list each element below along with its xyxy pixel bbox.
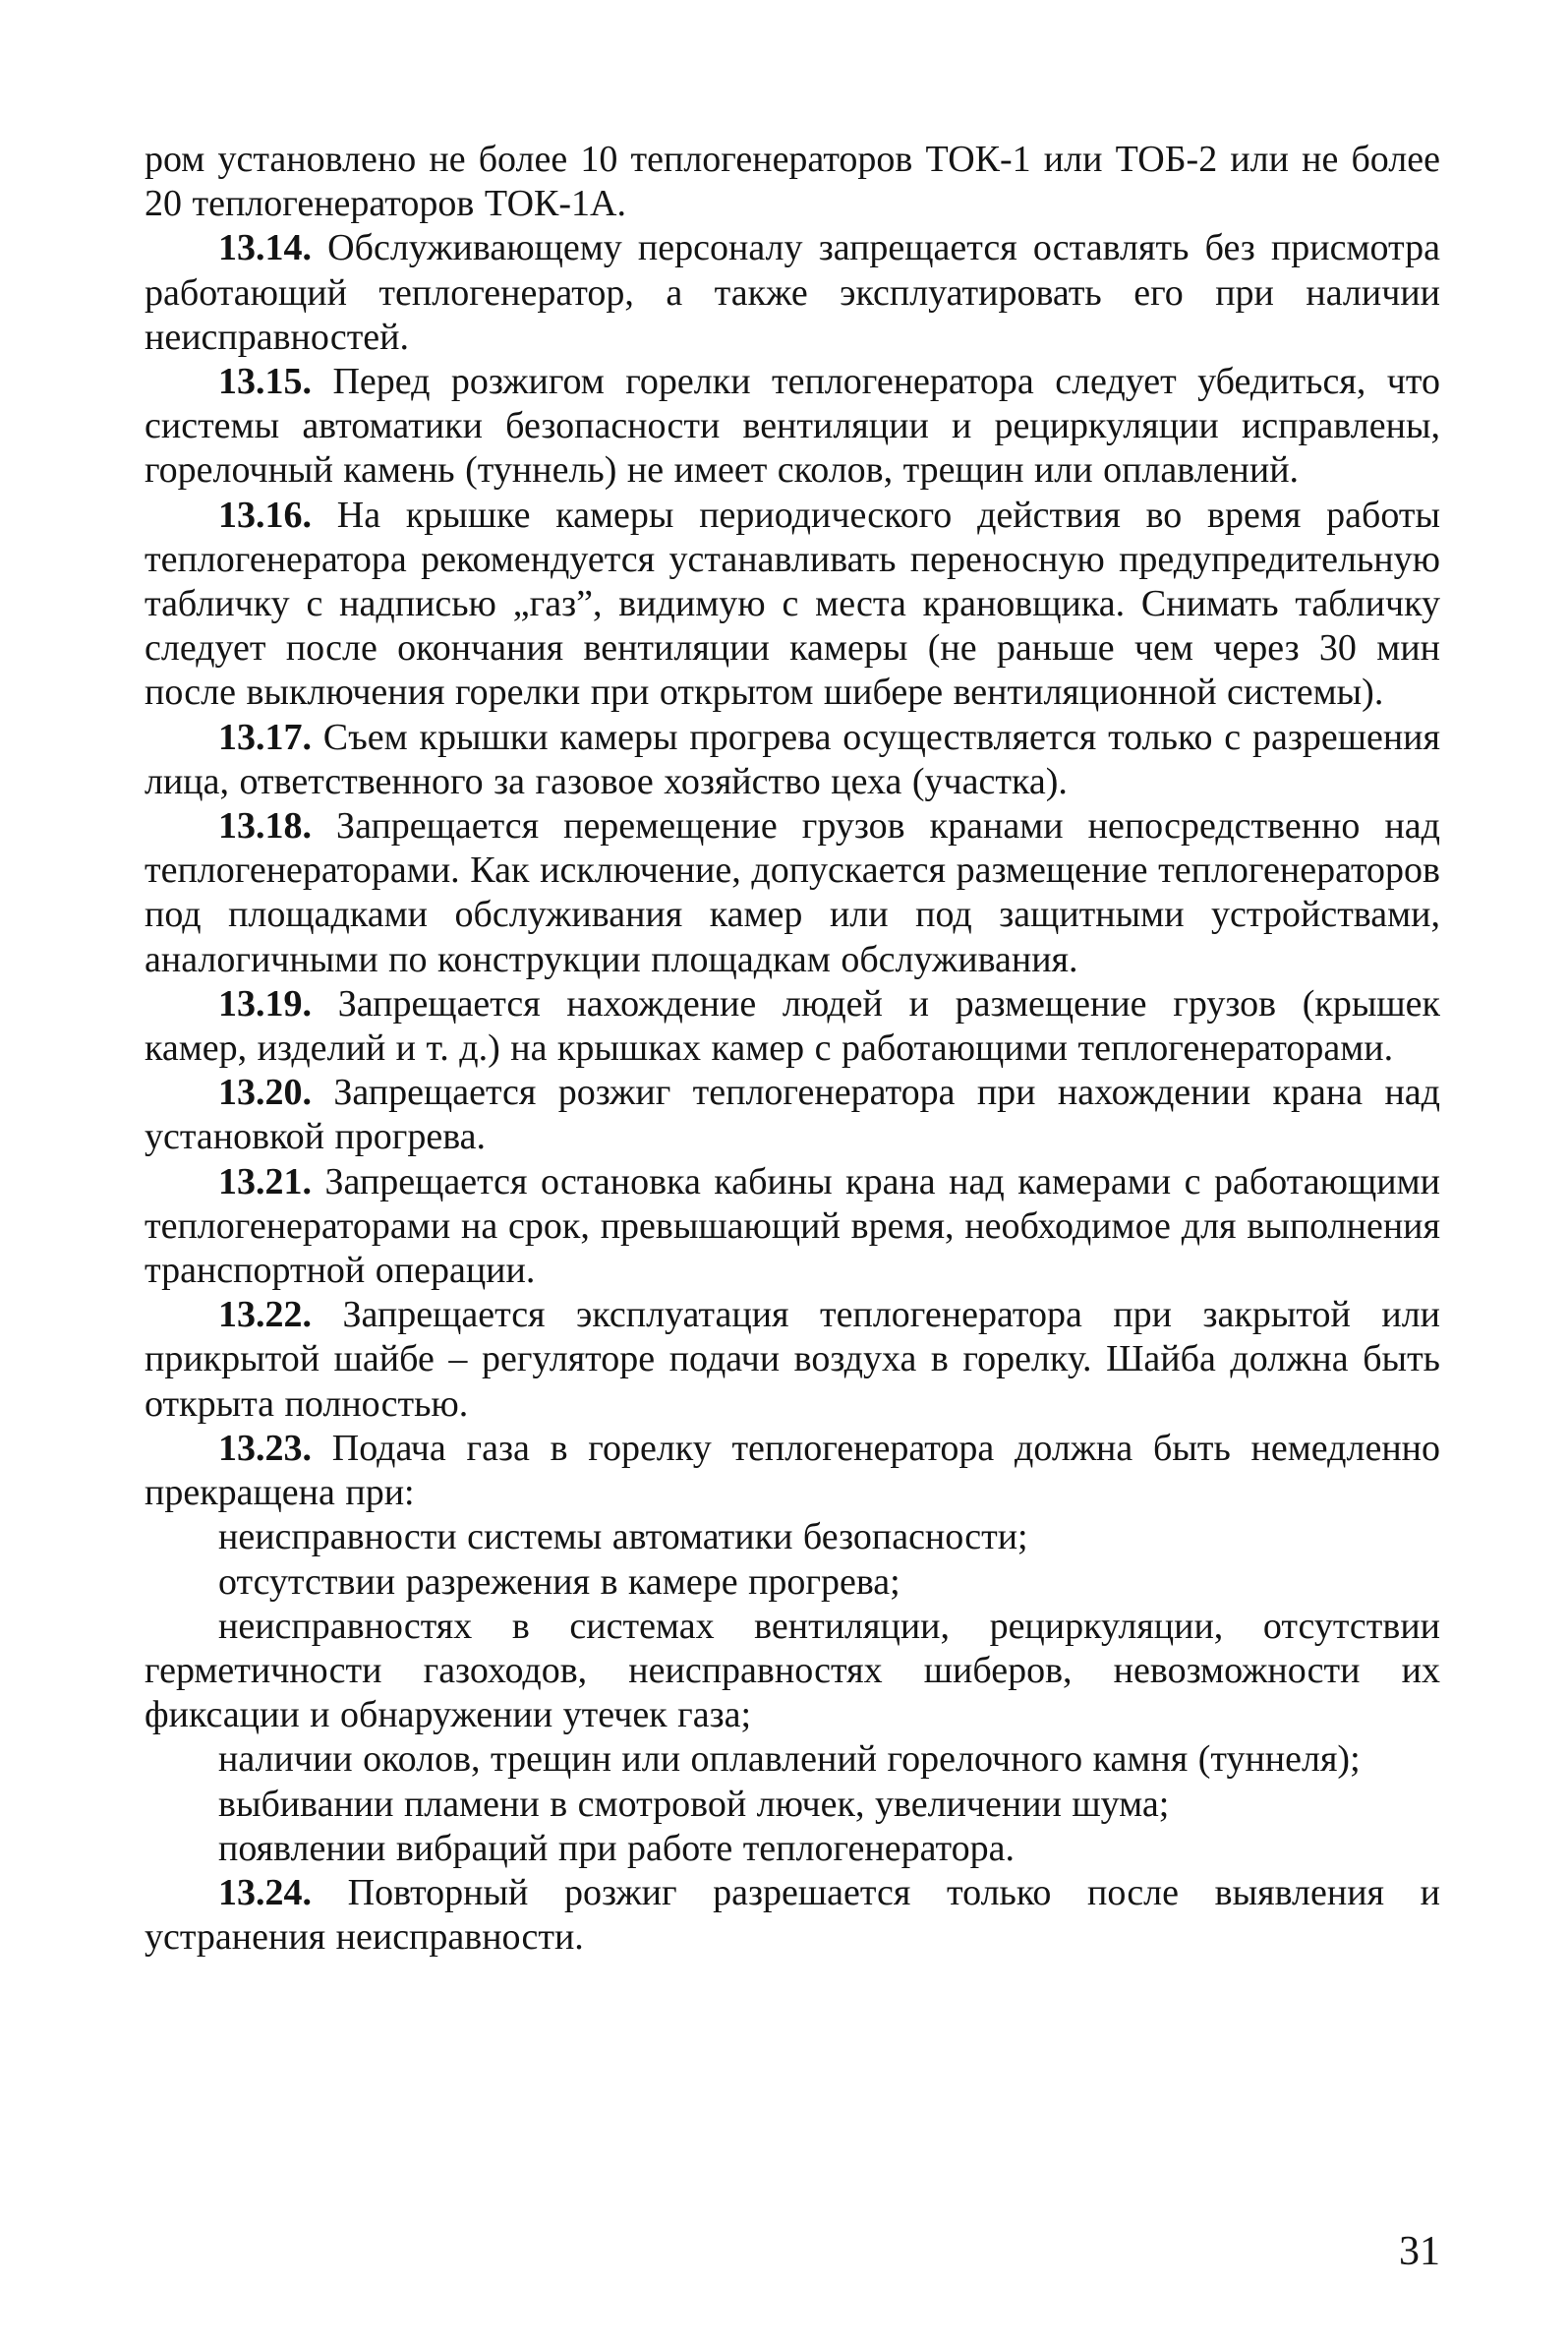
list-item xyxy=(145,1783,1440,1827)
paragraph-text: Запрещается остановка кабины крана над камерами с работающими теплогенераторами на срок, превышающий время, необходимое для выполнения транспортной операции. xyxy=(145,1160,1440,1292)
paragraph xyxy=(145,138,1440,226)
document-body xyxy=(145,138,1440,1960)
paragraph-text: ром установлено не более 10 теплогенераторов ТОК-1 или ТОБ-2 или не более 20 теплогенераторов ТОК-1А. xyxy=(145,139,1440,225)
section-number: 13.21. xyxy=(218,1160,312,1202)
paragraph-text: неисправностях в системах вентиляции, рециркуляции, отсутствии герметичности газоходов, неисправностях шиберов, невозможности их фиксации и обнаружении утечек газа; xyxy=(145,1605,1440,1736)
paragraph-13-19 xyxy=(145,982,1440,1071)
paragraph-13-15 xyxy=(145,360,1440,494)
section-number: 13.18. xyxy=(218,805,312,848)
paragraph-text: Съем крышки камеры прогрева осуществляется только с разрешения лица, ответственного за газовое хозяйство цеха (участка). xyxy=(145,716,1440,802)
paragraph-text: Запрещается перемещение грузов кранами непосредственно над теплогенераторами. Как исключение, допускается размещение теплогенераторов под площадками обслуживания камер или под защитными устройствами, аналогичными по конструкции площадкам обслуживания. xyxy=(145,805,1440,980)
list-item xyxy=(145,1515,1440,1559)
page-number: 31 xyxy=(1399,2229,1440,2274)
paragraph-text: Повторный розжиг разрешается только после выявления и устранения неисправности. xyxy=(145,1871,1440,1959)
paragraph-13-22 xyxy=(145,1293,1440,1427)
section-number: 13.19. xyxy=(218,982,312,1025)
paragraph-13-14 xyxy=(145,226,1440,360)
paragraph-13-21 xyxy=(145,1160,1440,1294)
paragraph-text: неисправности системы автоматики безопасности; xyxy=(218,1516,1028,1558)
paragraph-text: Запрещается эксплуатация теплогенератора при закрытой или прикрытой шайбе – регуляторе подачи воздуха в горелку. Шайба должна быть открыта полностью. xyxy=(145,1294,1440,1425)
paragraph-text: появлении вибраций при работе теплогенератора. xyxy=(218,1827,1015,1869)
section-number: 13.23. xyxy=(218,1427,312,1469)
paragraph-text: отсутствии разрежения в камере прогрева; xyxy=(218,1560,900,1603)
paragraph-text: наличии околов, трещин или оплавлений горелочного камня (туннеля); xyxy=(218,1738,1361,1781)
paragraph-13-23 xyxy=(145,1427,1440,1515)
paragraph-text: выбивании пламени в смотровой лючек, увеличении шума; xyxy=(218,1783,1170,1825)
paragraph-text: Запрещается розжиг теплогенератора при нахождении крана над установкой прогрева. xyxy=(145,1072,1440,1158)
paragraph-13-18 xyxy=(145,804,1440,982)
section-number: 13.15. xyxy=(218,361,312,403)
paragraph-13-20 xyxy=(145,1071,1440,1159)
list-item xyxy=(145,1605,1440,1738)
list-item xyxy=(145,1560,1440,1605)
paragraph-text: Запрещается нахождение людей и размещение грузов (крышек камер, изделий и т. д.) на крышках камер с работающими теплогенераторами. xyxy=(145,982,1440,1070)
paragraph-13-24 xyxy=(145,1871,1440,1960)
paragraph-text: Подача газа в горелку теплогенератора должна быть немедленно прекращена при: xyxy=(145,1427,1440,1514)
list-item xyxy=(145,1737,1440,1782)
paragraph-13-16 xyxy=(145,494,1440,716)
paragraph-text: На крышке камеры периодического действия во время работы теплогенератора рекомендуется устанавливать переносную предупредительную табличку с надписью „газ”, видимую с места крановщика. Снимать табличку следует после окончания вентиляции камеры (не раньше чем через 30 мин после выключения горелки при открытом шибере вентиляционной системы). xyxy=(145,494,1440,714)
section-number: 13.16. xyxy=(218,494,312,536)
paragraph-text: Обслуживающему персоналу запрещается оставлять без присмотра работающий теплогенератор, а также эксплуатировать его при наличии неисправностей. xyxy=(145,227,1440,358)
paragraph-text: Перед розжигом горелки теплогенератора следует убедиться, что системы автоматики безопасности вентиляции и рециркуляции исправлены, горелочный камень (туннель) не имеет сколов, трещин или оплавлений. xyxy=(145,361,1440,492)
section-number: 13.22. xyxy=(218,1294,312,1336)
paragraph-13-17 xyxy=(145,716,1440,804)
list-item xyxy=(145,1827,1440,1871)
section-number: 13.14. xyxy=(218,227,312,269)
section-number: 13.24. xyxy=(218,1871,312,1913)
section-number: 13.20. xyxy=(218,1072,312,1114)
section-number: 13.17. xyxy=(218,716,312,758)
